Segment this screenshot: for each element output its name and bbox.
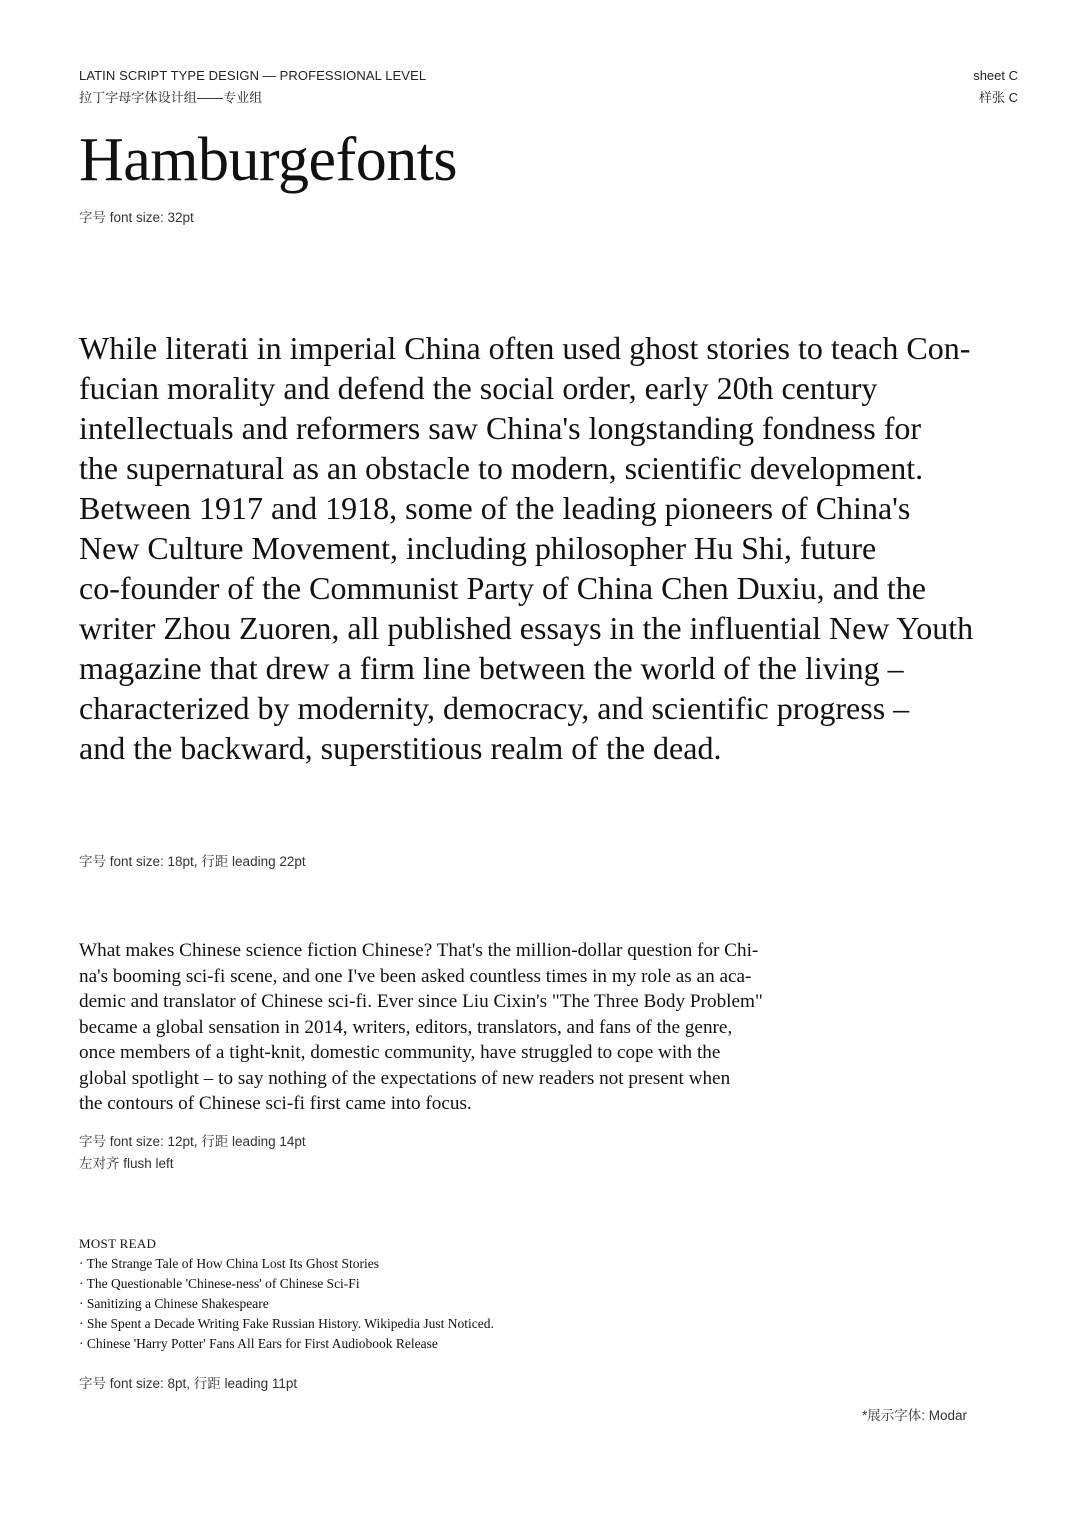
- medium-paragraph-caption-alignment: 左对齐 flush left: [79, 1156, 174, 1171]
- most-read-item: · Sanitizing a Chinese Shakespeare: [79, 1296, 269, 1311]
- large-paragraph-line: intellectuals and reformers saw China's longstanding fondness for: [79, 410, 922, 446]
- large-paragraph-line: magazine that drew a firm line between the world of the living –: [79, 650, 904, 686]
- specimen-title: Hamburgefonts: [79, 126, 458, 194]
- most-read-item: · The Questionable 'Chinese-ness' of Chinese Sci-Fi: [79, 1276, 360, 1291]
- large-paragraph-line: While literati in imperial China often used ghost stories to teach Con-: [79, 330, 971, 366]
- most-read-caption: 字号 font size: 8pt, 行距 leading 11pt: [79, 1376, 298, 1391]
- most-read-item: · The Strange Tale of How China Lost Its Ghost Stories: [79, 1256, 380, 1271]
- most-read-item: · Chinese 'Harry Potter' Fans All Ears for First Audiobook Release: [79, 1336, 438, 1351]
- medium-paragraph-line: became a global sensation in 2014, writers, editors, translators, and fans of the genre,: [79, 1016, 733, 1038]
- medium-paragraph-caption: [79, 1131, 306, 1175]
- medium-paragraph-caption-size: 字号 font size: 12pt, 行距 leading 14pt: [79, 1134, 306, 1149]
- large-paragraph-caption: 字号 font size: 18pt, 行距 leading 22pt: [79, 854, 306, 869]
- header-category-en: LATIN SCRIPT TYPE DESIGN — PROFESSIONAL LEVEL: [79, 68, 427, 83]
- header-category-zh: 拉丁字母字体设计组——专业组: [79, 90, 263, 105]
- header-left: [79, 65, 426, 109]
- medium-paragraph-line: global spotlight – to say nothing of the expectations of new readers not present when: [79, 1067, 731, 1089]
- medium-paragraph-line: demic and translator of Chinese sci-fi. Ever since Liu Cixin's "The Three Body Problem": [79, 991, 763, 1012]
- large-paragraph-line: characterized by modernity, democracy, and scientific progress –: [79, 690, 910, 726]
- large-paragraph-line: fucian morality and defend the social order, early 20th century: [79, 370, 878, 406]
- medium-paragraph-line: the contours of Chinese sci-fi first came into focus.: [79, 1093, 472, 1114]
- most-read-list: [79, 1234, 679, 1354]
- large-paragraph-line: New Culture Movement, including philosopher Hu Shi, future: [79, 530, 877, 566]
- display-font-footnote: *展示字体: Modar: [862, 1408, 968, 1423]
- medium-paragraph-line: What makes Chinese science fiction Chinese? That's the million-dollar question for Chi-: [79, 940, 759, 961]
- sheet-label-zh: 样张 C: [978, 90, 1018, 105]
- large-paragraph-line: writer Zhou Zuoren, all published essays in the influential New Youth: [79, 610, 974, 646]
- medium-paragraph: [79, 938, 899, 1117]
- large-paragraph-line: co-founder of the Communist Party of China Chen Duxiu, and the: [79, 570, 926, 606]
- header-right: [973, 65, 1018, 109]
- large-paragraph-line: Between 1917 and 1918, some of the leading pioneers of China's: [79, 490, 911, 526]
- title-caption: 字号 font size: 32pt: [79, 210, 194, 225]
- sheet-label-en: sheet C: [973, 68, 1018, 83]
- medium-paragraph-line: na's booming sci-fi scene, and one I've been asked countless times in my role as an aca-: [79, 965, 752, 987]
- medium-paragraph-line: once members of a tight-knit, domestic community, have struggled to cope with the: [79, 1042, 721, 1063]
- most-read-heading: MOST READ: [79, 1236, 157, 1251]
- most-read-item: · She Spent a Decade Writing Fake Russian History. Wikipedia Just Noticed.: [79, 1316, 494, 1331]
- large-paragraph: [79, 328, 1039, 768]
- large-paragraph-line: and the backward, superstitious realm of the dead.: [79, 730, 722, 766]
- large-paragraph-line: the supernatural as an obstacle to modern, scientific development.: [79, 450, 924, 486]
